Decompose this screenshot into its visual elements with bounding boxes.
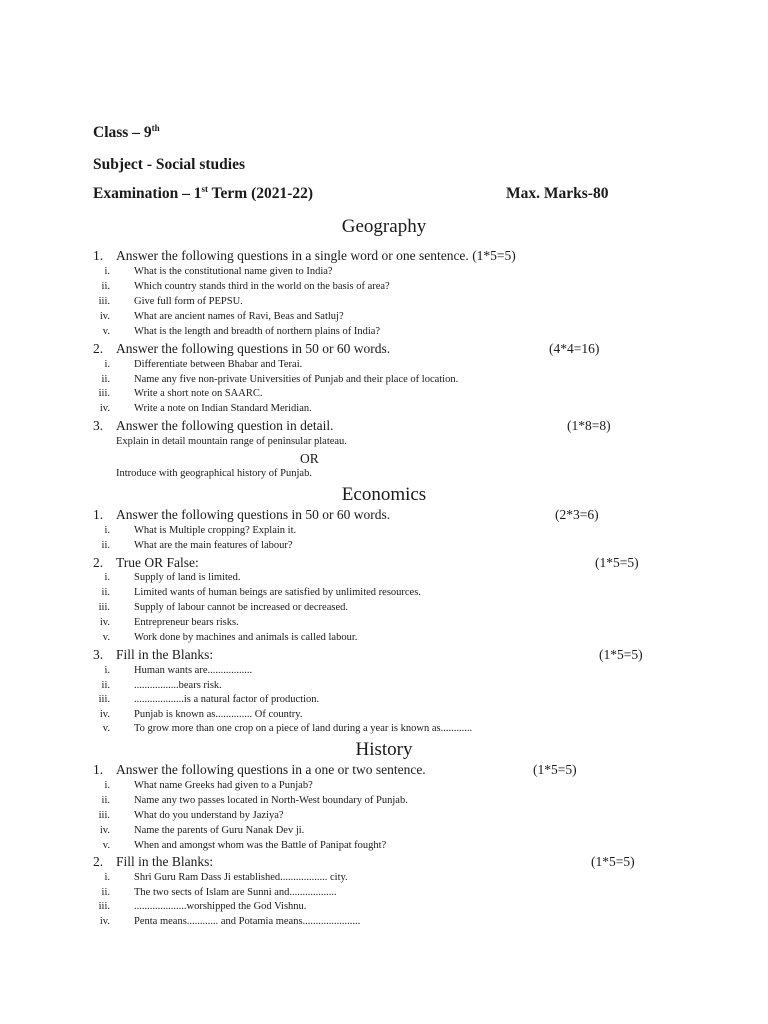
- list-item: Supply of land is limited.: [134, 572, 241, 583]
- list-item: Shri Guru Ram Dass Ji established.................. city.: [134, 872, 348, 883]
- list-item: Supply of labour cannot be increased or decreased.: [134, 602, 348, 613]
- question-text: Answer the following questions in a one or two sentence.: [116, 762, 426, 777]
- item-number: iv.: [99, 403, 110, 414]
- question-text: Answer the following questions in a single word or one sentence.: [116, 248, 469, 263]
- list-item: Differentiate between Bhabar and Terai.: [134, 359, 303, 370]
- section-title-geography: Geography: [341, 216, 427, 237]
- list-item: Give full form of PEPSU.: [134, 296, 243, 307]
- item-number: i.: [104, 525, 110, 536]
- question-number: 1.: [93, 248, 104, 263]
- item-number: ii.: [101, 680, 110, 691]
- question-text: Answer the following questions in 50 or 60 words.: [116, 341, 391, 356]
- question-marks: (1*5=5): [595, 555, 639, 570]
- question-heading: [93, 418, 333, 434]
- item-number: i.: [104, 665, 110, 676]
- item-number: iv.: [99, 709, 110, 720]
- list-item: Human wants are.................: [134, 665, 253, 676]
- item-number: iv.: [99, 825, 110, 836]
- item-number: v.: [102, 632, 110, 643]
- class-sup: th: [151, 122, 160, 133]
- item-number: i.: [104, 572, 110, 583]
- list-item: The two sects of Islam are Sunni and..................: [134, 887, 337, 898]
- list-item: What is the length and breadth of northern plains of India?: [134, 326, 381, 337]
- answer-prompt: Introduce with geographical history of Punjab.: [116, 468, 312, 479]
- question-marks: (1*5=5): [591, 854, 635, 869]
- question-number: 3.: [93, 418, 104, 433]
- item-number: v.: [102, 326, 110, 337]
- question-number: 2.: [93, 555, 104, 570]
- item-number: iv.: [99, 617, 110, 628]
- list-item: What name Greeks had given to a Punjab?: [134, 780, 313, 791]
- question-text: Answer the following questions in 50 or 60 words.: [116, 507, 391, 522]
- question-marks: (1*8=8): [567, 418, 611, 433]
- list-item: What do you understand by Jaziya?: [134, 810, 284, 821]
- question-marks: (2*3=6): [555, 507, 599, 522]
- question-heading: [93, 248, 516, 264]
- section-title-economics: Economics: [341, 484, 427, 505]
- question-text: True OR False:: [116, 555, 199, 570]
- list-item: Name the parents of Guru Nanak Dev ji.: [134, 825, 305, 836]
- item-number: i.: [104, 359, 110, 370]
- exam-label: Examination – 1: [93, 185, 202, 202]
- list-item: Entrepreneur bears risks.: [134, 617, 239, 628]
- item-number: iii.: [98, 694, 110, 705]
- exam-sup: st: [201, 183, 209, 194]
- item-number: ii.: [101, 887, 110, 898]
- question-number: 2.: [93, 854, 104, 869]
- list-item: Write a note on Indian Standard Meridian.: [134, 403, 312, 414]
- list-item: Punjab is known as.............. Of country.: [134, 709, 303, 720]
- item-number: ii.: [101, 540, 110, 551]
- question-marks: (1*5=5): [472, 248, 516, 263]
- list-item: ....................worshipped the God Vishnu.: [134, 901, 307, 912]
- item-number: iii.: [98, 810, 110, 821]
- subject-heading: Subject - Social studies: [93, 156, 245, 173]
- item-number: i.: [104, 780, 110, 791]
- class-heading: [93, 124, 160, 142]
- item-number: i.: [104, 266, 110, 277]
- question-heading: [93, 647, 213, 663]
- item-number: iv.: [99, 311, 110, 322]
- question-heading: [93, 507, 390, 523]
- question-marks: (4*4=16): [549, 341, 600, 356]
- item-number: i.: [104, 872, 110, 883]
- item-number: ii.: [101, 281, 110, 292]
- class-label: Class – 9: [93, 124, 152, 141]
- list-item: What is the constitutional name given to India?: [134, 266, 333, 277]
- question-heading: [93, 762, 426, 778]
- question-marks: (1*5=5): [599, 647, 643, 662]
- question-text: Answer the following question in detail.: [116, 418, 334, 433]
- exam-heading: [93, 185, 313, 203]
- question-number: 2.: [93, 341, 104, 356]
- item-number: iii.: [98, 602, 110, 613]
- question-number: 1.: [93, 507, 104, 522]
- list-item: .................bears risk.: [134, 680, 222, 691]
- question-text: Fill in the Blanks:: [116, 647, 214, 662]
- list-item: Work done by machines and animals is called labour.: [134, 632, 358, 643]
- answer-prompt: Explain in detail mountain range of peninsular plateau.: [116, 436, 347, 447]
- item-number: iii.: [98, 901, 110, 912]
- question-marks: (1*5=5): [533, 762, 577, 777]
- list-item: Name any two passes located in North-West boundary of Punjab.: [134, 795, 408, 806]
- item-number: iii.: [98, 388, 110, 399]
- list-item: Name any five non-private Universities of Punjab and their place of location.: [134, 374, 459, 385]
- item-number: ii.: [101, 795, 110, 806]
- list-item: Limited wants of human beings are satisfied by unlimited resources.: [134, 587, 421, 598]
- list-item: Which country stands third in the world on the basis of area?: [134, 281, 390, 292]
- question-text: Fill in the Blanks:: [116, 854, 214, 869]
- question-heading: [93, 555, 199, 571]
- question-heading: [93, 341, 390, 357]
- list-item: ...................is a natural factor of production.: [134, 694, 320, 705]
- item-number: ii.: [101, 374, 110, 385]
- item-number: iii.: [98, 296, 110, 307]
- max-marks: Max. Marks-80: [506, 185, 609, 202]
- item-number: v.: [102, 840, 110, 851]
- or-divider: OR: [300, 451, 319, 466]
- exam-term: Term (2021-22): [208, 185, 314, 202]
- list-item: Write a short note on SAARC.: [134, 388, 263, 399]
- question-number: 1.: [93, 762, 104, 777]
- item-number: ii.: [101, 587, 110, 598]
- list-item: To grow more than one crop on a piece of land during a year is known as............: [134, 723, 473, 734]
- list-item: What is Multiple cropping? Explain it.: [134, 525, 297, 536]
- question-heading: [93, 854, 213, 870]
- question-number: 3.: [93, 647, 104, 662]
- list-item: Penta means............ and Potamia means......................: [134, 916, 361, 927]
- list-item: What are ancient names of Ravi, Beas and Satluj?: [134, 311, 344, 322]
- list-item: What are the main features of labour?: [134, 540, 293, 551]
- item-number: iv.: [99, 916, 110, 927]
- list-item: When and amongst whom was the Battle of Panipat fought?: [134, 840, 387, 851]
- section-title-history: History: [355, 739, 413, 760]
- item-number: v.: [102, 723, 110, 734]
